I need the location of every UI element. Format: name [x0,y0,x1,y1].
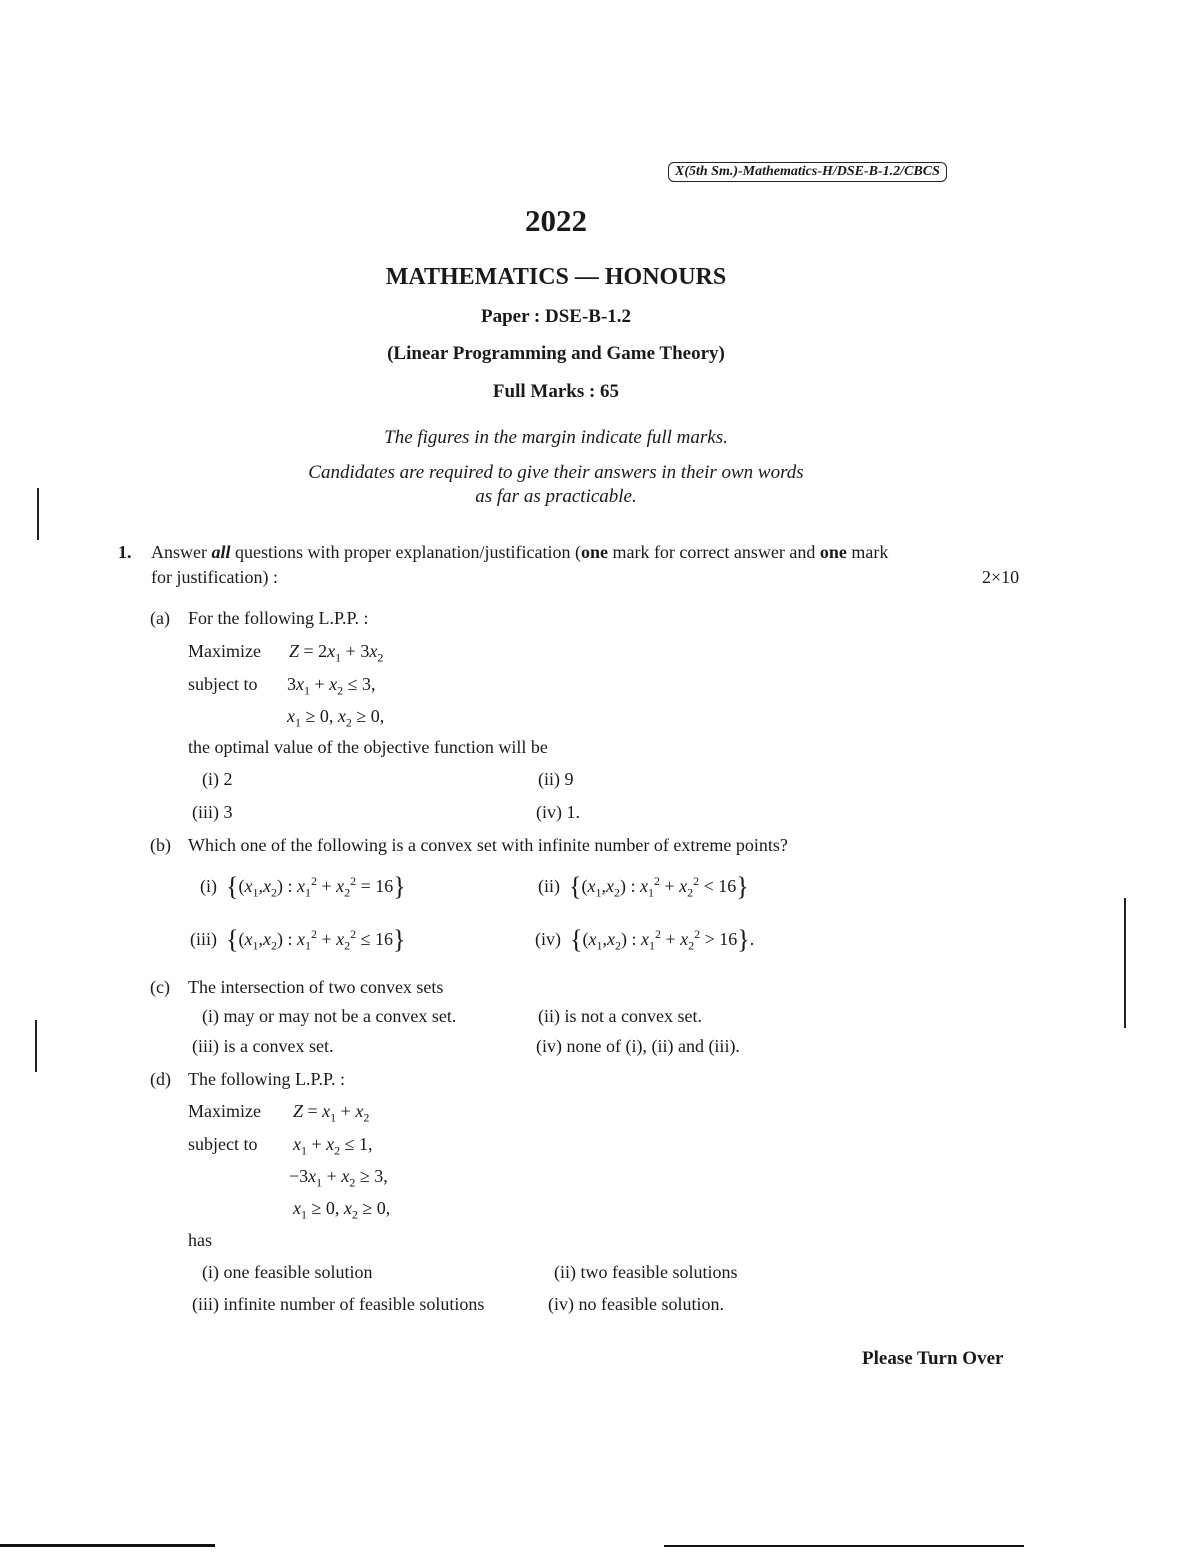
qc-option-i: (i) may or may not be a convex set. [202,1006,457,1026]
qa-maximize: Maximize [188,641,261,661]
qc-text: The intersection of two convex sets [188,977,444,997]
qd-option-i: (i) one feasible solution [202,1262,373,1282]
qc-label: (c) [150,977,170,997]
instruction-line-1: The figures in the margin indicate full marks. [384,427,728,448]
margin-mark [37,488,39,540]
qb-option-i: (i) {$(x_1,x_2)$ : $x_1^2 + x_2^2 = 16$} [200,872,406,901]
qa-constraint-2: $x_1 \ge 0$, $x_2 \ge 0$, [287,706,385,730]
paper-topic: (Linear Programming and Game Theory) [387,343,725,364]
question-number: 1. [118,542,132,562]
qa-label: (a) [150,608,170,628]
qa-option-ii: (ii) 9 [538,769,574,789]
qa-subject-to: subject to [188,674,258,694]
question-marks: 2×10 [982,567,1020,587]
qd-option-iv: (iv) no feasible solution. [548,1294,724,1314]
qb-label: (b) [150,835,171,855]
qd-objective: $Z = x_1 + x_2$ [293,1101,370,1125]
full-marks: Full Marks : 65 [492,381,620,402]
paper-code-box: X(5th Sm.)-Mathematics-H/DSE-B-1.2/CBCS [668,162,947,182]
qd-option-iii: (iii) infinite number of feasible solutions [192,1294,485,1314]
qa-text: For the following L.P.P. : [188,608,369,628]
qb-text: Which one of the following is a convex set with infinite number of extreme points? [188,835,788,855]
instruction-line-2: Candidates are required to give their answers in their own words [308,462,804,483]
qd-maximize: Maximize [188,1101,261,1121]
qc-option-ii: (ii) is not a convex set. [538,1006,702,1026]
please-turn-over: Please Turn Over [862,1348,1004,1369]
qd-option-ii: (ii) two feasible solutions [554,1262,738,1282]
qa-option-iii: (iii) 3 [192,802,233,822]
qb-option-iv: (iv) {$(x_1,x_2)$ : $x_1^2 + x_2^2 > 16$}. [535,925,755,954]
instruction-line-3: as far as practicable. [475,486,637,507]
bottom-scan-line [664,1545,1024,1547]
qa-option-iv: (iv) 1. [536,802,580,822]
bottom-scan-line [0,1544,215,1547]
qd-constraint-2: $-3x_1 + x_2 \ge 3$, [289,1166,388,1190]
qc-option-iii: (iii) is a convex set. [192,1036,334,1056]
qa-constraint-1: $3x_1 + x_2 \le 3$, [287,674,376,698]
margin-mark [35,1020,37,1072]
qc-option-iv: (iv) none of (i), (ii) and (iii). [536,1036,740,1056]
qd-text: The following L.P.P. : [188,1069,346,1089]
qd-label: (d) [150,1069,171,1089]
qb-option-iii: (iii) {$(x_1,x_2)$ : $x_1^2 + x_2^2 \le 16$} [190,925,406,954]
qd-has: has [188,1230,212,1250]
qa-tail: the optimal value of the objective function will be [188,737,548,757]
exam-year: 2022 [525,203,587,238]
qb-option-ii: (ii) {$(x_1,x_2)$ : $x_1^2 + x_2^2 < 16$} [538,872,749,901]
subject-title: MATHEMATICS — HONOURS [385,264,727,290]
qd-constraint-3: $x_1 \ge 0$, $x_2 \ge 0$, [293,1198,391,1222]
paper-number: Paper : DSE-B-1.2 [480,306,632,327]
question-prompt-line2: for justification) : [151,567,278,587]
question-prompt: Answer all questions with proper explanation/justification (one mark for correct answer and one mark [151,542,889,562]
qa-option-i: (i) 2 [202,769,233,789]
margin-mark [1124,898,1126,1028]
qd-subject-to: subject to [188,1134,258,1154]
qd-constraint-1: $x_1 + x_2 \le 1$, [293,1134,373,1158]
qa-objective: $Z = 2x_1 + 3x_2$ [289,641,384,665]
